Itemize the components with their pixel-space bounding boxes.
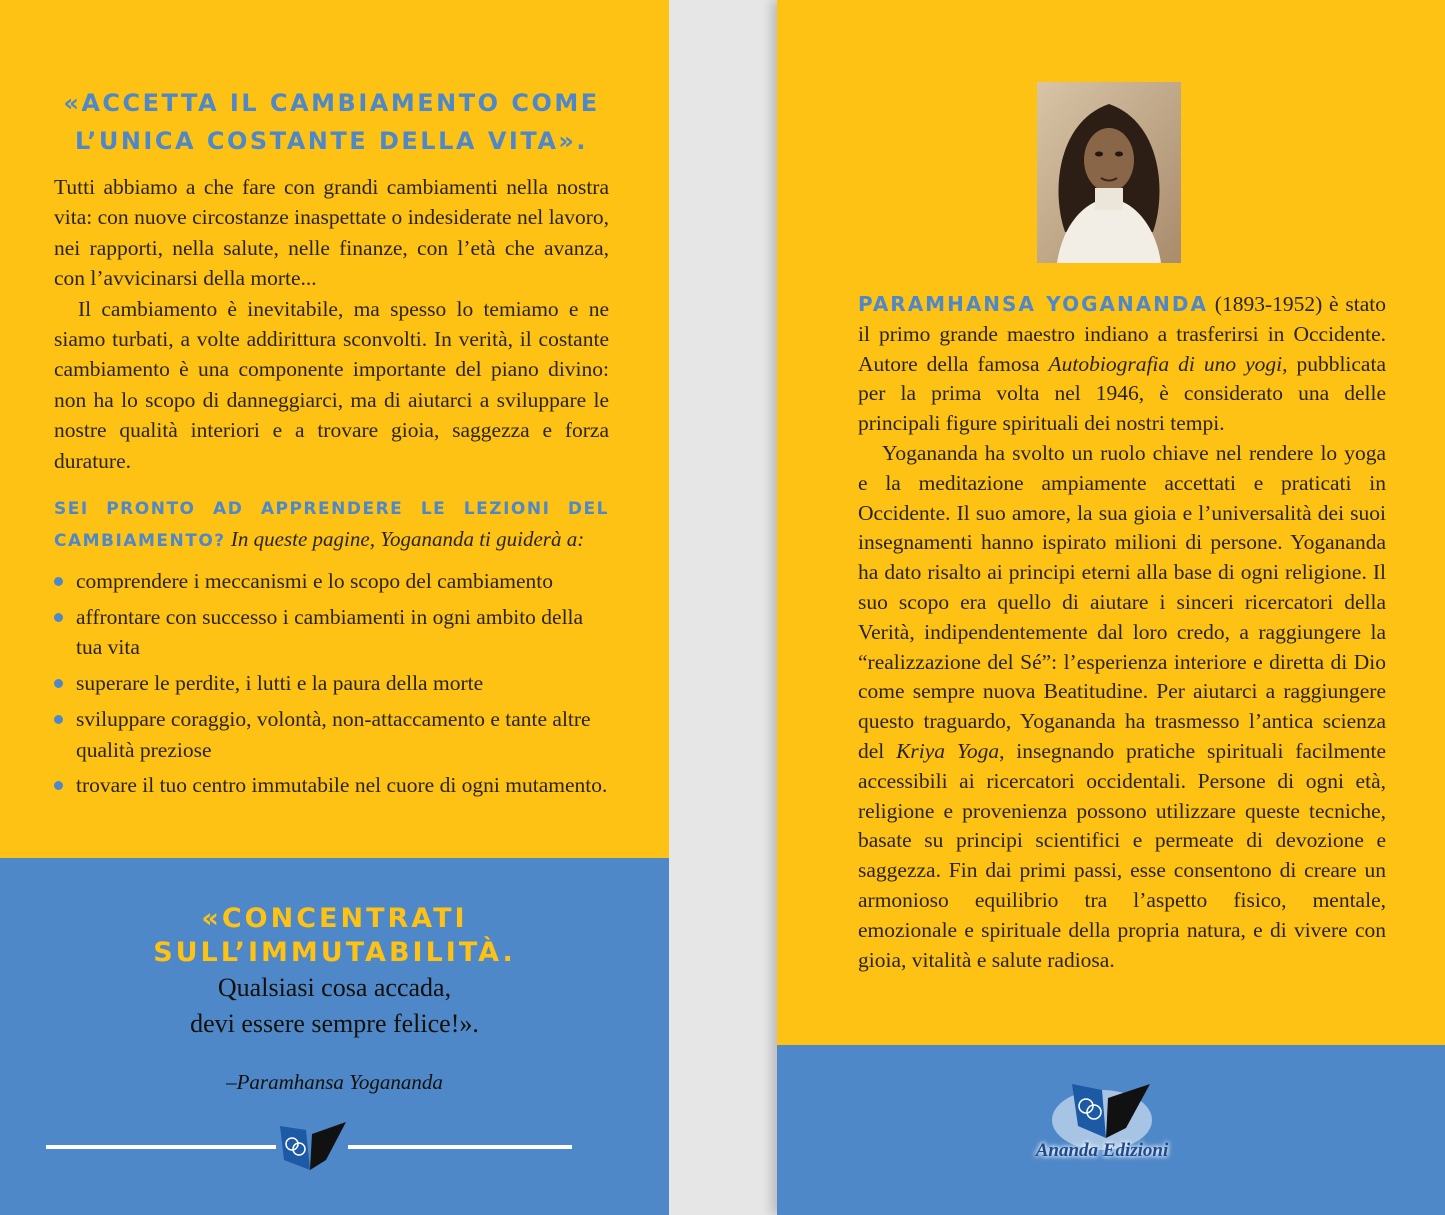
lessons-intro: In queste pagine, Yogananda ti guiderà a:: [230, 527, 585, 551]
quote-line-2: SULL’IMMUTABILITÀ.: [153, 937, 516, 968]
bio-paragraph-1: [858, 290, 1386, 439]
bio-text: Yogananda ha svolto un ruolo chiave nel rendere lo yoga e la meditazione ampiamente accettati e praticati in Occidente. Il suo amore, la sua gioia e l’universalità dei suoi insegnamenti hanno ispirato milioni di persone. Yogananda ha dato risalto ai principi eterni alla base di ogni religione. Il suo scopo era quello di aiutare i sinceri ricercatori della Verità, indipendentemente dal loro credo, a raggiungere la “realizzazione del Sé”: l’esperienza interiore e diretta di Dio come sempre nuova Beatitudine. Per aiutarci a raggiungere questo traguardo, Yogananda ha trasmesso l’antica scienza del: [858, 440, 1386, 763]
lessons-lead: [54, 492, 609, 556]
list-item: [54, 770, 609, 800]
publisher-name: Ananda Edizioni: [1035, 1140, 1169, 1161]
closing-quote: [0, 902, 669, 1042]
author-name: PARAMHANSA YOGANANDA: [858, 292, 1208, 316]
bio-text: (1893-1952) è stato il primo grande maestro indiano a trasferirsi in Occidente. Autore della famosa: [858, 292, 1386, 376]
bullet-dot-icon: [54, 613, 63, 622]
quote-line-3: Qualsiasi cosa accada,: [217, 973, 452, 1002]
bullet-dot-icon: [54, 781, 63, 790]
list-item-text: affrontare con successo i cambiamenti in ogni ambito della tua vita: [76, 604, 584, 660]
spine-gutter: [669, 0, 777, 1215]
back-yellow-area: [777, 0, 1445, 1045]
left-yellow-area: [0, 0, 669, 858]
list-item-text: comprendere i meccanismi e lo scopo del cambiamento: [76, 569, 553, 593]
author-portrait-photo: [1037, 82, 1181, 263]
list-item: [54, 668, 609, 698]
back-cover: [777, 0, 1445, 1215]
benefit-list: [54, 566, 609, 806]
intro-paragraph-2: Il cambiamento è inevitabile, ma spesso lo temiamo e ne siamo turbati, a volte addirittura sconvolti. In verità, il costante cambiamento è una componente importante del piano divino: non ha lo scopo di danneggiarci, ma di aiutarci a sviluppare le nostre qualità interiori e a trovare gioia, saggezza e forza durature.: [54, 296, 609, 473]
quote-line-1: «CONCENTRATI: [201, 903, 468, 934]
kriya-yoga-term: Kriya Yoga: [896, 738, 1000, 763]
list-item: [54, 566, 609, 596]
book-title: Autobiografia di uno yogi,: [1048, 351, 1288, 376]
quote-author: –Paramhansa Yogananda: [226, 1070, 443, 1094]
lessons-heading: SEI PRONTO AD APPRENDERE LE LEZIONI DEL CAMBIAMENTO?: [54, 499, 609, 551]
author-biography: [858, 290, 1386, 975]
list-item-text: trovare il tuo centro immutabile nel cuore di ogni mutamento.: [76, 773, 608, 798]
quote-line-4: devi essere sempre felice!».: [190, 1009, 479, 1038]
intro-paragraph-1: Tutti abbiamo a che fare con grandi cambiamenti nella nostra vita: con nuove circostanze inaspettate o indesiderate nel lavoro, nei rapporti, nella salute, nelle finanze, con l’età che avanza, con l’avvicinarsi della morte...: [54, 175, 609, 291]
bio-paragraph-2: [858, 439, 1386, 975]
title-quote: «ACCETTA IL CAMBIAMENTO COME L’UNICA COSTANTE DELLA VITA».: [63, 89, 600, 155]
list-item: [54, 602, 609, 663]
divider-line-right: [348, 1145, 572, 1149]
list-item: [54, 704, 609, 765]
bullet-dot-icon: [54, 679, 63, 688]
list-item-text: sviluppare coraggio, volontà, non-attaccamento e tante altre qualità preziose: [76, 707, 591, 762]
left-flap: [0, 0, 669, 1215]
bullet-dot-icon: [54, 577, 63, 586]
bullet-dot-icon: [54, 715, 63, 724]
intro-text: [54, 172, 609, 476]
divider-line-left: [46, 1145, 276, 1149]
book-logo-icon: [276, 1120, 348, 1172]
list-item-text: superare le perdite, i lutti e la paura della morte: [76, 671, 484, 696]
bio-text: pubblicata per la prima volta nel 1946, è considerato una delle principali figure spirituali dei nostri tempi.: [858, 351, 1386, 436]
bio-text: , insegnando pratiche spirituali facilmente accessibili ai ricercatori occidentali. Persone di ogni età, religione e provenienza possono utilizzare queste tecniche, basate su principi scientifici e permeate di devozione e saggezza. Fin dai primi passi, esse consentono di creare un armonioso equilibrio tra l’aspetto fisico, mentale, emozionale e spirituale della propria natura, e di vivere con gioia, vitalità e salute radiosa.: [858, 738, 1386, 972]
